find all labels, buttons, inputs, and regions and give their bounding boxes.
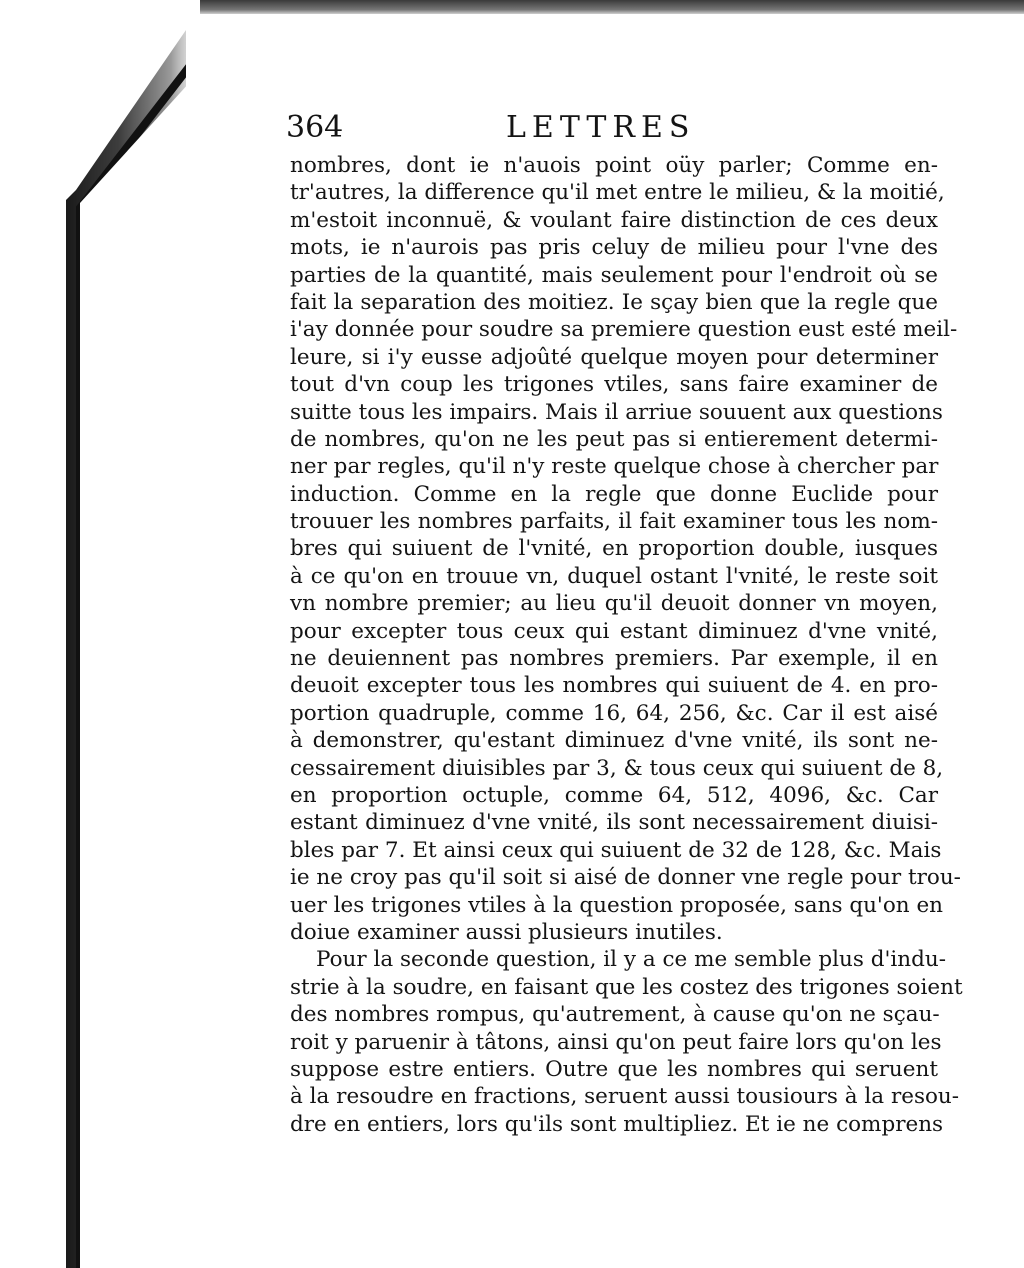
- text-line: cessairement diuisibles par 3, & tous ceux qui suiuent de 8,: [290, 755, 944, 781]
- text-line: estant diminuez d'vne vnité, ils sont necessairement diuisi-: [290, 810, 938, 836]
- text-line: ie ne croy pas qu'il soit si aisé de donner vne regle pour trou-: [290, 865, 961, 891]
- text-line: parties de la quantité, mais seulement pour l'endroit où se: [290, 262, 938, 288]
- text-line: tout d'vn coup les trigones vtiles, sans faire examiner de: [290, 372, 938, 398]
- text-line: doiue examiner aussi plusieurs inutiles.: [290, 919, 723, 945]
- text-line: suitte tous les impairs. Mais il arriue souuent aux questions: [290, 399, 943, 425]
- text-line: ner par regles, qu'il n'y reste quelque chose à chercher par: [290, 454, 939, 480]
- text-line: des nombres rompus, qu'autrement, à cause qu'on ne sçau-: [290, 1002, 940, 1028]
- running-head-title: LETTRES: [506, 110, 696, 145]
- text-line: suppose estre entiers. Outre que les nombres qui seruent: [290, 1056, 938, 1082]
- text-line: pour excepter tous ceux qui estant diminuez d'vne vnité,: [290, 618, 938, 644]
- text-line: ne deuiennent pas nombres premiers. Par exemple, il en: [290, 646, 938, 672]
- text-line: trouuer les nombres parfaits, il fait examiner tous les nom-: [290, 509, 938, 535]
- text-line: leure, si i'y eusse adjoûté quelque moyen pour determiner: [290, 344, 938, 370]
- text-line: fait la separation des moitiez. Ie sçay bien que la regle que: [290, 289, 938, 315]
- text-line: portion quadruple, comme 16, 64, 256, &c. Car il est aisé: [290, 700, 938, 726]
- text-line: i'ay donnée pour soudre sa premiere question eust esté meil-: [290, 317, 958, 343]
- text-line: en proportion octuple, comme 64, 512, 4096, &c. Car: [290, 782, 938, 808]
- text-line: tr'autres, la difference qu'il met entre le milieu, & la moitié,: [290, 180, 945, 206]
- text-line: strie à la soudre, en faisant que les costez des trigones soient: [290, 974, 963, 1000]
- text-line: roit y paruenir à tâtons, ainsi qu'on peut faire lors qu'on les: [290, 1029, 942, 1055]
- text-line: bres qui suiuent de l'vnité, en proportion double, iusques: [290, 536, 938, 562]
- text-line: nombres, dont ie n'auois point oüy parler; Comme en-: [290, 153, 938, 178]
- scan-top-edge-shadow: [200, 0, 1024, 14]
- text-line: deuoit excepter tous les nombres qui suiuent de 4. en pro-: [290, 673, 938, 699]
- text-line: m'estoit inconnuë, & voulant faire distinction de ces deux: [290, 207, 938, 233]
- text-line: vn nombre premier; au lieu qu'il deuoit donner vn moyen,: [290, 591, 938, 617]
- text-line: à la resoudre en fractions, seruent aussi tousiours à la resou-: [290, 1084, 960, 1110]
- text-line: bles par 7. Et ainsi ceux qui suiuent de 32 de 128, &c. Mais: [290, 837, 942, 863]
- text-line: mots, ie n'aurois pas pris celuy de milieu pour l'vne des: [290, 235, 938, 261]
- page-number: 364: [286, 110, 344, 145]
- text-line: de nombres, qu'on ne les peut pas si entierement determi-: [290, 426, 938, 452]
- text-line: Pour la seconde question, il y a ce me semble plus d'indu-: [316, 947, 947, 973]
- page-text-block: [286, 110, 963, 1138]
- text-line: induction. Comme en la regle que donne Euclide pour: [290, 481, 938, 507]
- running-head: [286, 110, 940, 152]
- text-line: uer les trigones vtiles à la question proposée, sans qu'on en: [290, 892, 944, 918]
- text-line: à demonstrer, qu'estant diminuez d'vne vnité, ils sont ne-: [290, 728, 938, 754]
- text-line: dre en entiers, lors qu'ils sont multipliez. Et ie ne comprens: [290, 1111, 944, 1137]
- text-line: à ce qu'on en trouue vn, duquel ostant l'vnité, le reste soit: [290, 563, 938, 589]
- body-text: [290, 152, 963, 1138]
